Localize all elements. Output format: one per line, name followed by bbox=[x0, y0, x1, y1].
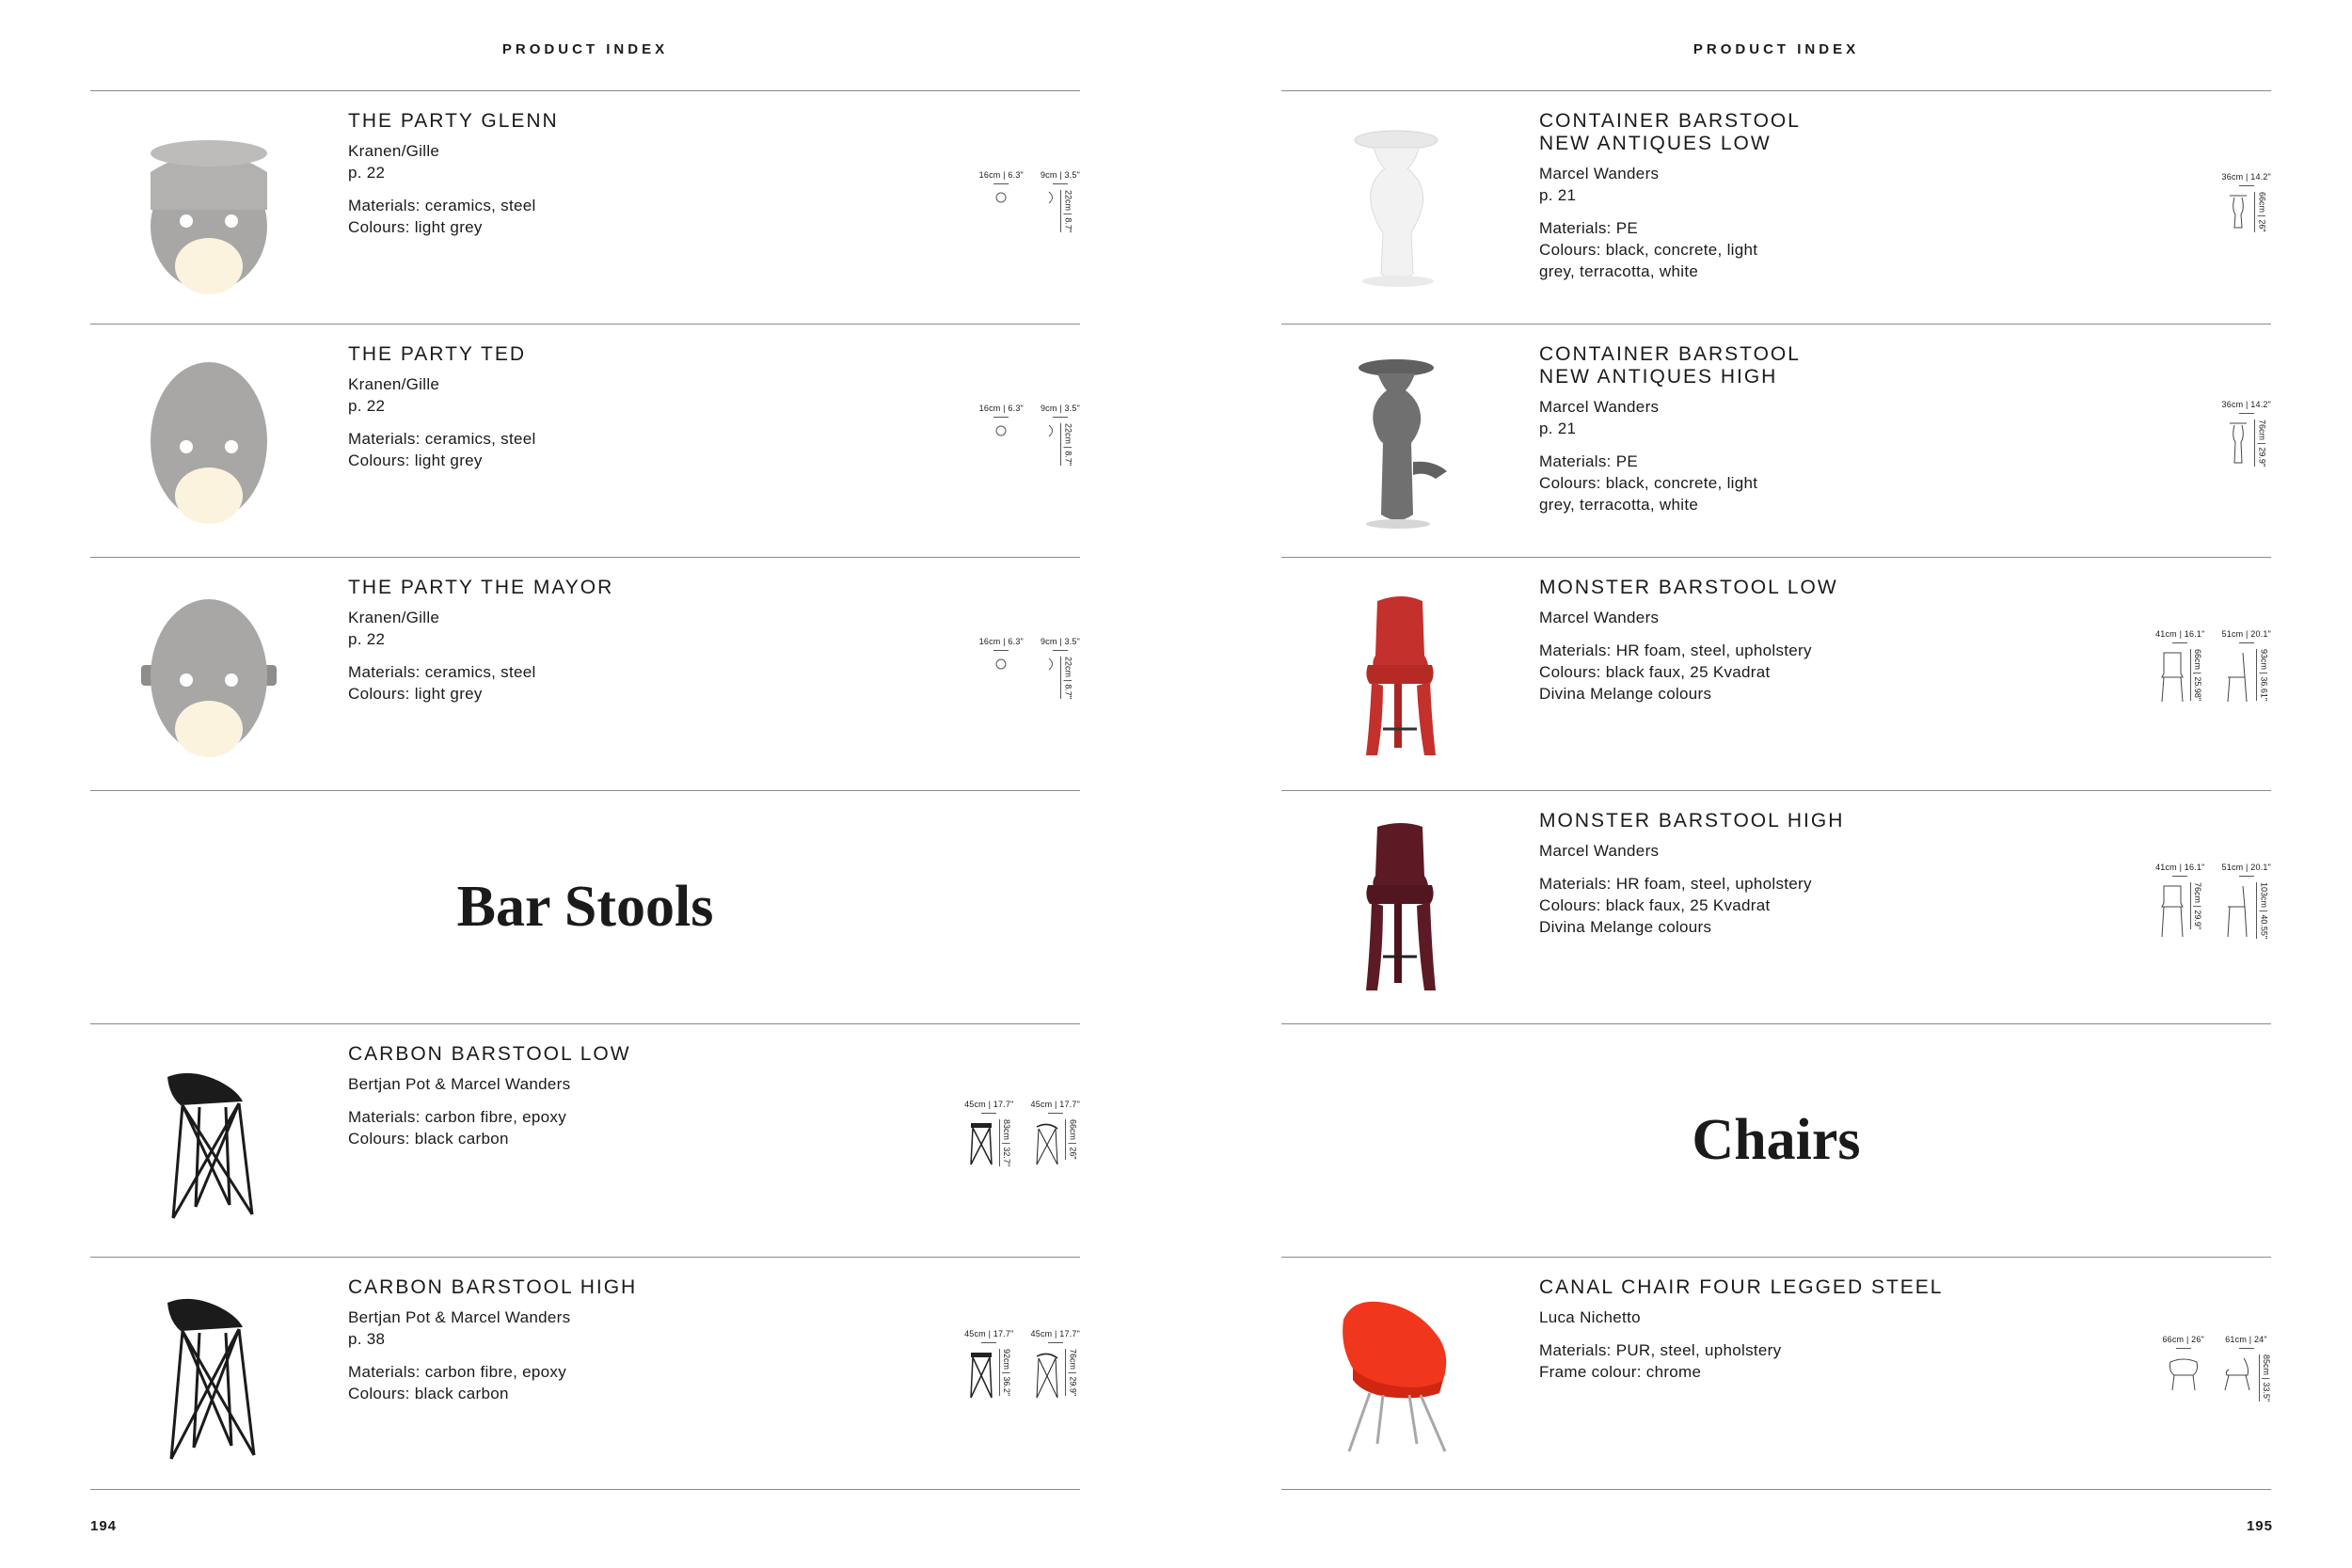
dimension-front bbox=[964, 1100, 1013, 1168]
product-colours: Colours: light grey bbox=[348, 451, 483, 469]
page-number: 195 bbox=[2246, 1518, 2273, 1534]
product-designer: Marcel Wanders bbox=[1539, 842, 1660, 860]
product-colours: grey, terracotta, white bbox=[1539, 262, 1699, 280]
product-page-ref: p. 22 bbox=[348, 164, 386, 182]
product-page-ref: p. 22 bbox=[348, 630, 386, 648]
container-barstool-icon bbox=[1315, 116, 1485, 300]
product-materials: Materials: HR foam, steel, upholstery bbox=[1539, 875, 1812, 893]
dimension-label: 36cm | 14.2" bbox=[2221, 400, 2271, 409]
product-colours: Colours: black, concrete, light bbox=[1539, 241, 1758, 259]
dimension-label: 45cm | 17.7" bbox=[1030, 1100, 1080, 1109]
container-barstool-icon bbox=[1315, 349, 1485, 533]
product-row[interactable] bbox=[90, 324, 1080, 557]
product-designer: Bertjan Pot & Marcel Wanders bbox=[348, 1075, 571, 1093]
dimension-drawings bbox=[979, 404, 1080, 516]
dimension-drawings bbox=[2162, 1335, 2271, 1448]
dimension-front bbox=[979, 170, 1024, 205]
lamp-outline-icon bbox=[994, 190, 1008, 205]
dimension-height: 76cm | 29.9" bbox=[1065, 1349, 1077, 1396]
product-colours: Colours: black faux, 25 Kvadrat bbox=[1539, 663, 1771, 681]
product-row[interactable] bbox=[90, 557, 1080, 790]
page-header: PRODUCT INDEX bbox=[501, 41, 669, 57]
product-materials: Materials: PUR, steel, upholstery bbox=[1539, 1341, 1782, 1359]
product-materials: Materials: carbon fibre, epoxy bbox=[348, 1363, 566, 1381]
product-info bbox=[348, 110, 837, 238]
lamp-side-outline-icon bbox=[1047, 423, 1057, 438]
dimension-drawings bbox=[2155, 863, 2271, 975]
dimension-label: 36cm | 14.2" bbox=[2221, 172, 2271, 182]
product-info bbox=[1539, 343, 2028, 515]
product-materials: Materials: HR foam, steel, upholstery bbox=[1539, 641, 1812, 659]
dimension-height: 85cm | 33.5" bbox=[2259, 1354, 2271, 1402]
product-row[interactable] bbox=[1281, 1257, 2271, 1490]
carbon-barstool-icon bbox=[124, 1049, 294, 1233]
dimension-side bbox=[1031, 1329, 1080, 1402]
dimension-label: 16cm | 6.3" bbox=[978, 170, 1024, 180]
dimension-drawings bbox=[964, 1329, 1080, 1442]
dimension-height: 92cm | 36.2" bbox=[999, 1349, 1011, 1396]
product-materials: Materials: PE bbox=[1539, 452, 1638, 470]
product-image-canal-chair bbox=[1315, 1282, 1485, 1466]
monster-side-outline-icon bbox=[2224, 649, 2252, 705]
product-image-container-high bbox=[1315, 349, 1485, 533]
dimension-front bbox=[964, 1329, 1013, 1402]
dimension-height: 66cm | 26" bbox=[2254, 192, 2266, 232]
monster-front-outline-icon bbox=[2158, 649, 2186, 705]
dimension-side bbox=[1031, 1100, 1080, 1168]
product-image-party-glenn bbox=[124, 116, 294, 300]
product-title: CONTAINER BARSTOOL NEW ANTIQUES HIGH bbox=[1539, 343, 1801, 388]
lamp-side-outline-icon bbox=[1047, 657, 1057, 672]
chair-side-outline-icon bbox=[2221, 1354, 2255, 1392]
dimension-side bbox=[1041, 404, 1080, 466]
monster-barstool-icon bbox=[1315, 582, 1485, 767]
lamp-outline-icon bbox=[994, 423, 1008, 438]
dimension-height: 66cm | 25.98" bbox=[2190, 649, 2202, 701]
product-title: CONTAINER BARSTOOL NEW ANTIQUES LOW bbox=[1539, 110, 1801, 154]
product-designer: Luca Nichetto bbox=[1539, 1308, 1641, 1326]
product-row[interactable] bbox=[90, 90, 1080, 324]
dimension-label: 9cm | 3.5" bbox=[1040, 404, 1080, 413]
product-image-carbon-low bbox=[124, 1049, 294, 1233]
lamp-outline-icon bbox=[994, 657, 1008, 672]
product-title: CANAL CHAIR FOUR LEGGED STEEL bbox=[1539, 1276, 1944, 1298]
dimension-drawings bbox=[2222, 400, 2271, 513]
product-page-ref: p. 21 bbox=[1539, 420, 1577, 437]
barstool-front-outline-icon bbox=[967, 1119, 995, 1168]
dimension-height: 76cm | 29.9" bbox=[2254, 420, 2266, 467]
dimension-side bbox=[2222, 629, 2271, 705]
product-image-party-ted bbox=[124, 349, 294, 533]
product-colours: Frame colour: chrome bbox=[1539, 1363, 1702, 1381]
product-image-monster-high bbox=[1315, 816, 1485, 1000]
product-info bbox=[348, 1043, 837, 1149]
ceramic-lamp-icon bbox=[124, 582, 294, 767]
product-row[interactable] bbox=[90, 1257, 1080, 1490]
product-row[interactable] bbox=[1281, 90, 2271, 324]
product-title: MONSTER BARSTOOL HIGH bbox=[1539, 810, 1845, 832]
dimension-front bbox=[979, 404, 1024, 438]
page-right bbox=[1176, 0, 2352, 1568]
dimension-side bbox=[1041, 637, 1080, 699]
chair-front-outline-icon bbox=[2167, 1354, 2201, 1392]
dimension-drawings bbox=[2155, 629, 2271, 742]
dimension-drawings bbox=[2222, 172, 2271, 285]
product-colours: Divina Melange colours bbox=[1539, 685, 1712, 703]
product-colours: Colours: black faux, 25 Kvadrat bbox=[1539, 896, 1771, 914]
product-image-carbon-high bbox=[124, 1282, 294, 1466]
product-designer: Kranen/Gille bbox=[348, 609, 440, 626]
product-info bbox=[348, 1276, 837, 1404]
product-designer: Kranen/Gille bbox=[348, 375, 440, 393]
section-title: Chairs bbox=[1281, 1023, 2271, 1257]
dimension-height: 76cm | 29.9" bbox=[2190, 882, 2202, 929]
product-designer: Marcel Wanders bbox=[1539, 609, 1660, 626]
product-page-ref: p. 38 bbox=[348, 1330, 386, 1348]
product-row[interactable] bbox=[1281, 790, 2271, 1023]
product-image-monster-low bbox=[1315, 582, 1485, 767]
section-title: Bar Stools bbox=[90, 790, 1080, 1023]
dimension-label: 16cm | 6.3" bbox=[978, 637, 1024, 646]
product-colours: grey, terracotta, white bbox=[1539, 496, 1699, 514]
dimension-label: 45cm | 17.7" bbox=[964, 1329, 1014, 1338]
dimension-height: 83cm | 32.7" bbox=[999, 1119, 1011, 1166]
product-title: CARBON BARSTOOL HIGH bbox=[348, 1276, 638, 1298]
page-header: PRODUCT INDEX bbox=[1692, 41, 1860, 57]
dimension-label: 51cm | 20.1" bbox=[2221, 863, 2271, 872]
dimension-front bbox=[979, 637, 1024, 672]
canal-chair-icon bbox=[1315, 1282, 1485, 1466]
product-page-ref: p. 21 bbox=[1539, 186, 1577, 204]
product-info bbox=[1539, 110, 2028, 282]
product-title: THE PARTY GLENN bbox=[348, 110, 559, 132]
product-materials: Materials: PE bbox=[1539, 219, 1638, 237]
product-designer: Marcel Wanders bbox=[1539, 165, 1660, 182]
dimension-label: 45cm | 17.7" bbox=[964, 1100, 1014, 1109]
product-colours: Colours: black, concrete, light bbox=[1539, 474, 1758, 492]
dimension-label: 61cm | 24" bbox=[2225, 1335, 2267, 1344]
product-colours: Colours: black carbon bbox=[348, 1385, 509, 1402]
product-image-container-low bbox=[1315, 116, 1485, 300]
dimension-drawings bbox=[964, 1100, 1080, 1212]
dimension-height: 22cm | 8.7" bbox=[1060, 423, 1073, 466]
dimension-front bbox=[2155, 629, 2204, 705]
product-colours: Colours: light grey bbox=[348, 218, 483, 236]
monster-front-outline-icon bbox=[2158, 882, 2186, 941]
product-page-ref: p. 22 bbox=[348, 397, 386, 415]
dimension-height: 103cm | 40.55" bbox=[2256, 882, 2268, 939]
product-colours: Colours: light grey bbox=[348, 685, 483, 703]
product-info bbox=[1539, 1276, 2028, 1383]
product-title: THE PARTY TED bbox=[348, 343, 526, 365]
dimension-height: 66cm | 26" bbox=[1065, 1119, 1077, 1160]
barstool-front-outline-icon bbox=[967, 1349, 995, 1402]
carbon-barstool-icon bbox=[124, 1282, 294, 1466]
monster-barstool-icon bbox=[1315, 816, 1485, 1000]
product-title: MONSTER BARSTOOL LOW bbox=[1539, 577, 1838, 598]
dimension-height: 22cm | 8.7" bbox=[1060, 190, 1073, 232]
dimension-label: 41cm | 16.1" bbox=[2155, 863, 2205, 872]
product-info bbox=[348, 343, 837, 471]
dimension-label: 51cm | 20.1" bbox=[2221, 629, 2271, 639]
product-info bbox=[348, 577, 837, 705]
dimension-label: 9cm | 3.5" bbox=[1040, 637, 1080, 646]
ceramic-lamp-icon bbox=[124, 116, 294, 300]
dimension-side bbox=[2222, 863, 2271, 941]
dimension-front bbox=[2222, 172, 2271, 232]
page-number: 194 bbox=[90, 1518, 118, 1534]
dimension-side bbox=[1041, 170, 1080, 232]
product-info bbox=[1539, 810, 2028, 938]
lamp-side-outline-icon bbox=[1047, 190, 1057, 205]
product-info bbox=[1539, 577, 2028, 705]
ceramic-lamp-icon bbox=[124, 349, 294, 533]
barstool-side-outline-icon bbox=[1033, 1119, 1061, 1168]
product-title: THE PARTY THE MAYOR bbox=[348, 577, 614, 598]
monster-side-outline-icon bbox=[2224, 882, 2252, 941]
product-colours: Colours: black carbon bbox=[348, 1130, 509, 1148]
product-row[interactable] bbox=[90, 1023, 1080, 1257]
dimension-height: 22cm | 8.7" bbox=[1060, 657, 1073, 699]
product-designer: Marcel Wanders bbox=[1539, 398, 1660, 416]
product-designer: Kranen/Gille bbox=[348, 142, 440, 160]
product-row[interactable] bbox=[1281, 557, 2271, 790]
dimension-front bbox=[2155, 863, 2204, 941]
dimension-side bbox=[2221, 1335, 2271, 1402]
container-outline-icon bbox=[2226, 420, 2250, 467]
dimension-front bbox=[2222, 400, 2271, 467]
product-materials: Materials: ceramics, steel bbox=[348, 197, 536, 214]
dimension-label: 41cm | 16.1" bbox=[2155, 629, 2205, 639]
product-row[interactable] bbox=[1281, 324, 2271, 557]
dimension-label: 9cm | 3.5" bbox=[1040, 170, 1080, 180]
product-materials: Materials: ceramics, steel bbox=[348, 663, 536, 681]
dimension-height: 93cm | 36.61" bbox=[2256, 649, 2268, 701]
product-image-party-mayor bbox=[124, 582, 294, 767]
product-materials: Materials: ceramics, steel bbox=[348, 430, 536, 448]
barstool-side-outline-icon bbox=[1033, 1349, 1061, 1402]
dimension-drawings bbox=[979, 637, 1080, 750]
dimension-front bbox=[2162, 1335, 2204, 1392]
container-outline-icon bbox=[2226, 192, 2250, 231]
product-title: CARBON BARSTOOL LOW bbox=[348, 1043, 631, 1065]
dimension-label: 66cm | 26" bbox=[2162, 1335, 2204, 1344]
product-designer: Bertjan Pot & Marcel Wanders bbox=[348, 1308, 571, 1326]
product-materials: Materials: carbon fibre, epoxy bbox=[348, 1108, 566, 1126]
dimension-drawings bbox=[979, 170, 1080, 283]
dimension-label: 45cm | 17.7" bbox=[1030, 1329, 1080, 1338]
dimension-label: 16cm | 6.3" bbox=[978, 404, 1024, 413]
product-colours: Divina Melange colours bbox=[1539, 918, 1712, 936]
